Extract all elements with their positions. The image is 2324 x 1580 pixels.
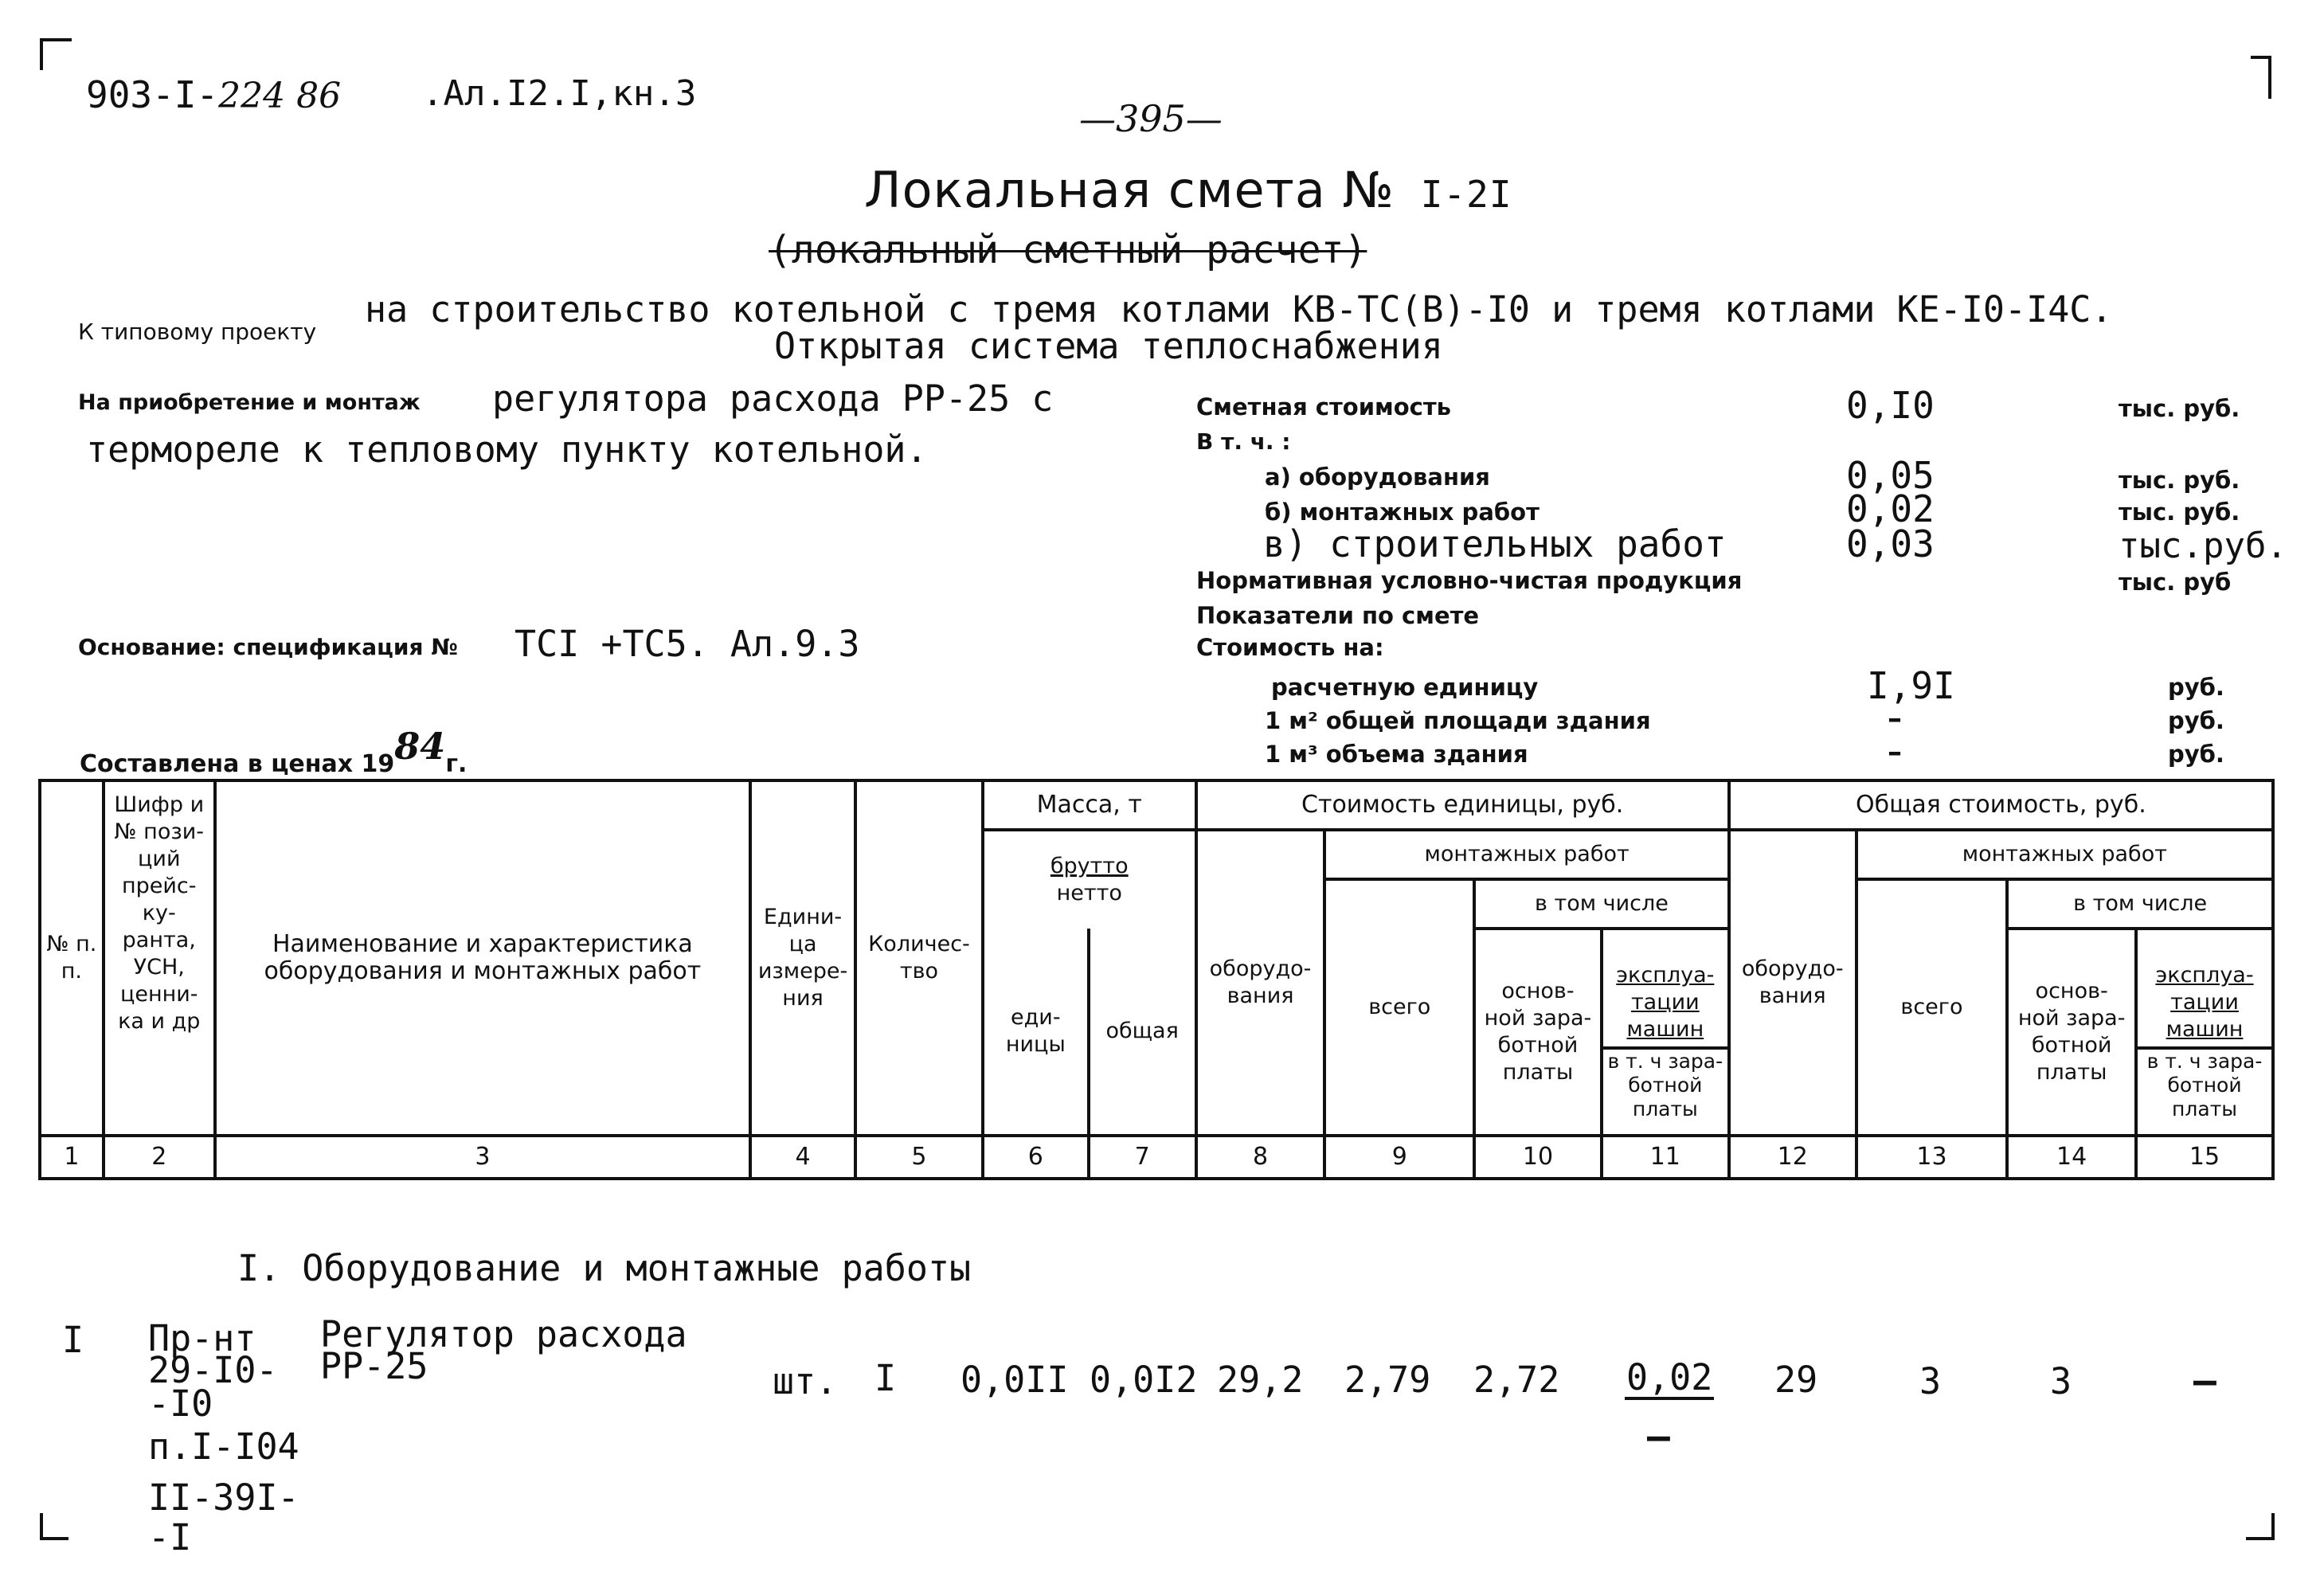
row-code-line: 29-I0- [148,1349,278,1391]
equipment-cost-unit: тыс. руб. [2119,467,2240,494]
header-netto: нетто [1056,881,1122,905]
header-row-number: № п. п. [40,780,104,1136]
header-total-mounting-all: всего [1856,879,2008,1136]
column-number: 13 [1856,1136,2008,1179]
price-year-suffix: г. [445,750,468,778]
header-total-machines-wages: в т. ч зара- ботной платы [2136,1048,2273,1136]
column-number: 11 [1602,1136,1729,1179]
purpose-text-2: термореле к тепловому пункту котельной. [86,428,928,471]
header-total-wages: основ- ной зара- ботной платы [2007,929,2136,1136]
header-unit-machines-label: эксплуа- тации машин [1616,963,1715,1042]
estimate-title-text: Локальная смета № [864,161,1395,219]
column-numbers-row [40,1136,2273,1179]
mounting-cost-label: б) монтажных работ [1265,499,1540,526]
document-code-prefix: 903-I- [86,73,219,116]
column-number: 8 [1196,1136,1325,1179]
header-unit-cost: Стоимость единицы, руб. [1196,780,1729,830]
column-number: 7 [1089,1136,1196,1179]
purpose-text-1: регулятора расхода РР-25 с [492,377,1054,420]
area-label: 1 м² общей площади здания [1265,707,1651,734]
row-mass-unit: 0,0II [961,1359,1069,1401]
row-code [148,1319,299,1558]
column-number: 5 [855,1136,983,1179]
header-brutto-netto [983,830,1196,929]
row-code-line: п.I-I04 [148,1426,299,1468]
row-unit-cost-mounting-all: 2,79 [1344,1359,1431,1401]
column-number: 6 [983,1136,1089,1179]
construction-cost-label: в) строительных работ [1263,522,1727,565]
column-number: 14 [2007,1136,2136,1179]
equipment-cost-value: 0,05 [1846,454,1935,497]
row-name-line: РР-25 [320,1345,428,1387]
column-number: 15 [2136,1136,2273,1179]
project-label: К типовому проекту [78,319,317,345]
indicators-label: Показатели по смете [1196,602,1480,629]
mounting-cost-value: 0,02 [1846,487,1935,530]
equipment-cost-label: а) оборудования [1265,463,1490,491]
calc-unit-label: расчетную единицу [1271,674,1539,701]
volume-unit: руб. [2168,741,2224,768]
header-mass-unit: еди- ницы [983,929,1089,1136]
area-unit: руб. [2168,707,2224,734]
corner-mark-top-left [40,38,72,70]
header-mass-total: общая [1089,929,1196,1136]
total-cost-value: 0,I0 [1846,384,1935,427]
corner-mark-top-right [2251,56,2271,99]
corner-mark-bottom-right [2246,1513,2275,1540]
row-unit-cost-machines: 0,02 [1626,1356,1713,1398]
column-number: 12 [1729,1136,1856,1179]
construction-cost-unit: тыс.руб. [2119,526,2287,566]
row-unit-cost-machines-wages: – [1647,1414,1670,1459]
section-title: I. Оборудование и монтажные работы [237,1247,972,1289]
cost-on-label: Стоимость на: [1196,634,1384,661]
column-number: 10 [1474,1136,1602,1179]
header-total-cost: Общая стоимость, руб. [1729,780,2273,830]
row-unit-cost-wages: 2,72 [1473,1359,1560,1401]
column-number: 3 [215,1136,750,1179]
construction-cost-value: 0,03 [1846,522,1935,565]
row-code-line: -I0 [148,1382,213,1425]
estimate-number: I-2I [1420,173,1512,216]
basis-label: Основание: спецификация № [78,634,458,660]
struck-subtitle: (локальный сметный расчет) [769,228,1367,272]
header-unit: Едини- ца измере- ния [750,780,855,1136]
calc-unit-unit: руб. [2168,674,2224,701]
basis-value: ТСI +ТС5. Ал.9.3 [514,623,860,665]
header-unit-machines [1602,929,1729,1048]
column-number: 2 [104,1136,215,1179]
header-unit-mounting: монтажных работ [1324,830,1728,879]
row-total-equipment: 29 [1774,1359,1818,1401]
price-year-label [80,725,468,780]
header-total-machines-label: эксплуа- тации машин [2155,963,2254,1042]
price-year: 84 [394,725,446,768]
header-brutto: брутто [1050,854,1129,878]
header-unit-wages: основ- ной зара- ботной платы [1474,929,1602,1136]
row-total-mounting-all: 3 [1919,1360,1942,1402]
header-total-machines [2136,929,2273,1048]
row-total-machines: – [2193,1359,2216,1403]
mounting-cost-unit: тыс. руб. [2119,499,2240,526]
header-quantity: Количес- тво [855,780,983,1136]
row-name-line: Регулятор расхода [320,1313,687,1355]
document-code [86,73,341,116]
row-code-line: Пр-нт [148,1317,256,1359]
album-reference: .Ал.I2.I,кн.3 [422,73,697,114]
including-label: В т. ч. : [1196,428,1291,455]
net-product-unit: тыс. руб [2119,569,2232,596]
header-total-mounting: монтажных работ [1856,830,2273,879]
row-quantity: I [874,1357,897,1399]
row-unit-cost-equipment: 29,2 [1217,1359,1304,1401]
column-number: 1 [40,1136,104,1179]
header-unit-including: в том числе [1474,879,1729,929]
row-number: I [62,1319,84,1361]
project-line-2: Открытая система теплоснабжения [774,325,1443,367]
header-unit-equipment: оборудо- вания [1196,830,1325,1136]
purpose-label: На приобретение и монтаж [78,390,421,415]
header-name: Наименование и характеристика оборудования и монтажных работ [215,780,750,1136]
header-code: Шифр и № пози- ций прейс- ку- ранта, УСН, ценни- ка и др [104,780,215,1136]
row-name [320,1313,687,1387]
header-total-equipment: оборудо- вания [1729,830,1856,1136]
header-unit-mounting-all: всего [1324,879,1474,1136]
estimate-title [864,161,1512,219]
column-number: 9 [1324,1136,1474,1179]
row-code-line: II-39I- [148,1476,299,1519]
document-code-handwritten: 224 86 [218,76,342,116]
row-code-line: -I [148,1516,192,1558]
total-cost-label: Сметная стоимость [1196,393,1451,420]
page-number: —395— [1079,97,1223,140]
volume-value: – [1888,736,1902,768]
corner-mark-bottom-left [40,1513,68,1540]
column-number: 4 [750,1136,855,1179]
project-line-1: на строительство котельной с тремя котлами КВ-ТС(В)-I0 и тремя котлами КЕ-I0-I4С. [365,288,2113,330]
row-unit: шт. [773,1360,838,1402]
row-total-wages: 3 [2050,1360,2072,1402]
estimate-table [38,779,2275,1180]
volume-label: 1 м³ объема здания [1265,741,1528,768]
header-unit-machines-wages: в т. ч зара- ботной платы [1602,1048,1729,1136]
header-total-including: в том числе [2007,879,2273,929]
header-mass: Масса, т [983,780,1196,830]
row-mass-total: 0,0I2 [1090,1359,1198,1401]
price-year-prefix: Составлена в ценах 19 [80,750,395,778]
total-cost-unit: тыс. руб. [2119,395,2240,422]
area-value: – [1888,702,1902,735]
calc-unit-value: I,9I [1867,664,1955,707]
net-product-label: Нормативная условно-чистая продукция [1196,567,1743,594]
